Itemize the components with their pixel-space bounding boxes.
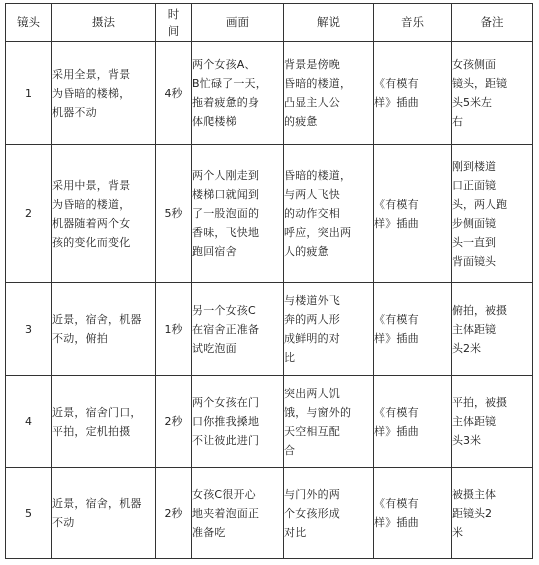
table-row [6, 468, 533, 559]
notes-cell: 被摄主体 距镜头2 米 [452, 468, 533, 559]
scene-cell: 两个女孩在门 口你推我搡地 不让彼此进门 [192, 376, 284, 468]
table-row [6, 283, 533, 376]
shot-cell: 5 [6, 468, 52, 559]
header-time-label: 时 间 [167, 6, 180, 38]
table-row [6, 376, 533, 468]
notes-cell: 俯拍，被摄 主体距镜 头2米 [452, 283, 533, 376]
header-notes: 备注 [452, 4, 533, 42]
music-cell: 《有模有 样》插曲 [374, 468, 452, 559]
method-cell: 采用中景，背景 为昏暗的楼道， 机器随着两个女 孩的变化而变化 [52, 145, 156, 283]
table-row [6, 145, 533, 283]
narration-cell: 与楼道外飞 奔的两人形 成鲜明的对 比 [284, 283, 374, 376]
storyboard-table [5, 3, 533, 559]
method-cell: 近景，宿舍，机器 不动，俯拍 [52, 283, 156, 376]
table-row [6, 42, 533, 145]
method-cell: 近景，宿舍，机器 不动 [52, 468, 156, 559]
scene-cell: 两个人刚走到 楼梯口就闻到 了一股泡面的 香味，飞快地 跑回宿舍 [192, 145, 284, 283]
shot-cell: 3 [6, 283, 52, 376]
method-cell: 采用全景，背景 为昏暗的楼梯， 机器不动 [52, 42, 156, 145]
header-narration: 解说 [284, 4, 374, 42]
time-cell: 5秒 [156, 145, 192, 283]
scene-cell: 女孩C很开心 地夹着泡面正 准备吃 [192, 468, 284, 559]
scene-cell: 两个女孩A、 B忙碌了一天， 拖着疲惫的身 体爬楼梯 [192, 42, 284, 145]
notes-cell: 平拍，被摄 主体距镜 头3米 [452, 376, 533, 468]
time-cell: 2秒 [156, 376, 192, 468]
header-method: 摄法 [52, 4, 156, 42]
notes-cell: 刚到楼道 口正面镜 头，两人跑 步侧面镜 头一直到 背面镜头 [452, 145, 533, 283]
narration-cell: 突出两人饥 饿，与窗外的 天空相互配 合 [284, 376, 374, 468]
time-cell: 2秒 [156, 468, 192, 559]
header-shot: 镜头 [6, 4, 52, 42]
header-scene: 画面 [192, 4, 284, 42]
header-music: 音乐 [374, 4, 452, 42]
time-cell: 1秒 [156, 283, 192, 376]
header-time [156, 4, 192, 42]
music-cell: 《有模有 样》插曲 [374, 283, 452, 376]
music-cell: 《有模有 样》插曲 [374, 145, 452, 283]
shot-cell: 2 [6, 145, 52, 283]
shot-cell: 1 [6, 42, 52, 145]
narration-cell: 背景是傍晚 昏暗的楼道， 凸显主人公 的疲惫 [284, 42, 374, 145]
music-cell: 《有模有 样》插曲 [374, 42, 452, 145]
music-cell: 《有模有 样》插曲 [374, 376, 452, 468]
shot-cell: 4 [6, 376, 52, 468]
narration-cell: 与门外的两 个女孩形成 对比 [284, 468, 374, 559]
time-cell: 4秒 [156, 42, 192, 145]
header-row [6, 4, 533, 42]
scene-cell: 另一个女孩C 在宿舍正准备 试吃泡面 [192, 283, 284, 376]
narration-cell: 昏暗的楼道， 与两人飞快 的动作交相 呼应，突出两 人的疲惫 [284, 145, 374, 283]
notes-cell: 女孩侧面 镜头，距镜 头5米左 右 [452, 42, 533, 145]
method-cell: 近景，宿舍门口， 平拍，定机拍摄 [52, 376, 156, 468]
